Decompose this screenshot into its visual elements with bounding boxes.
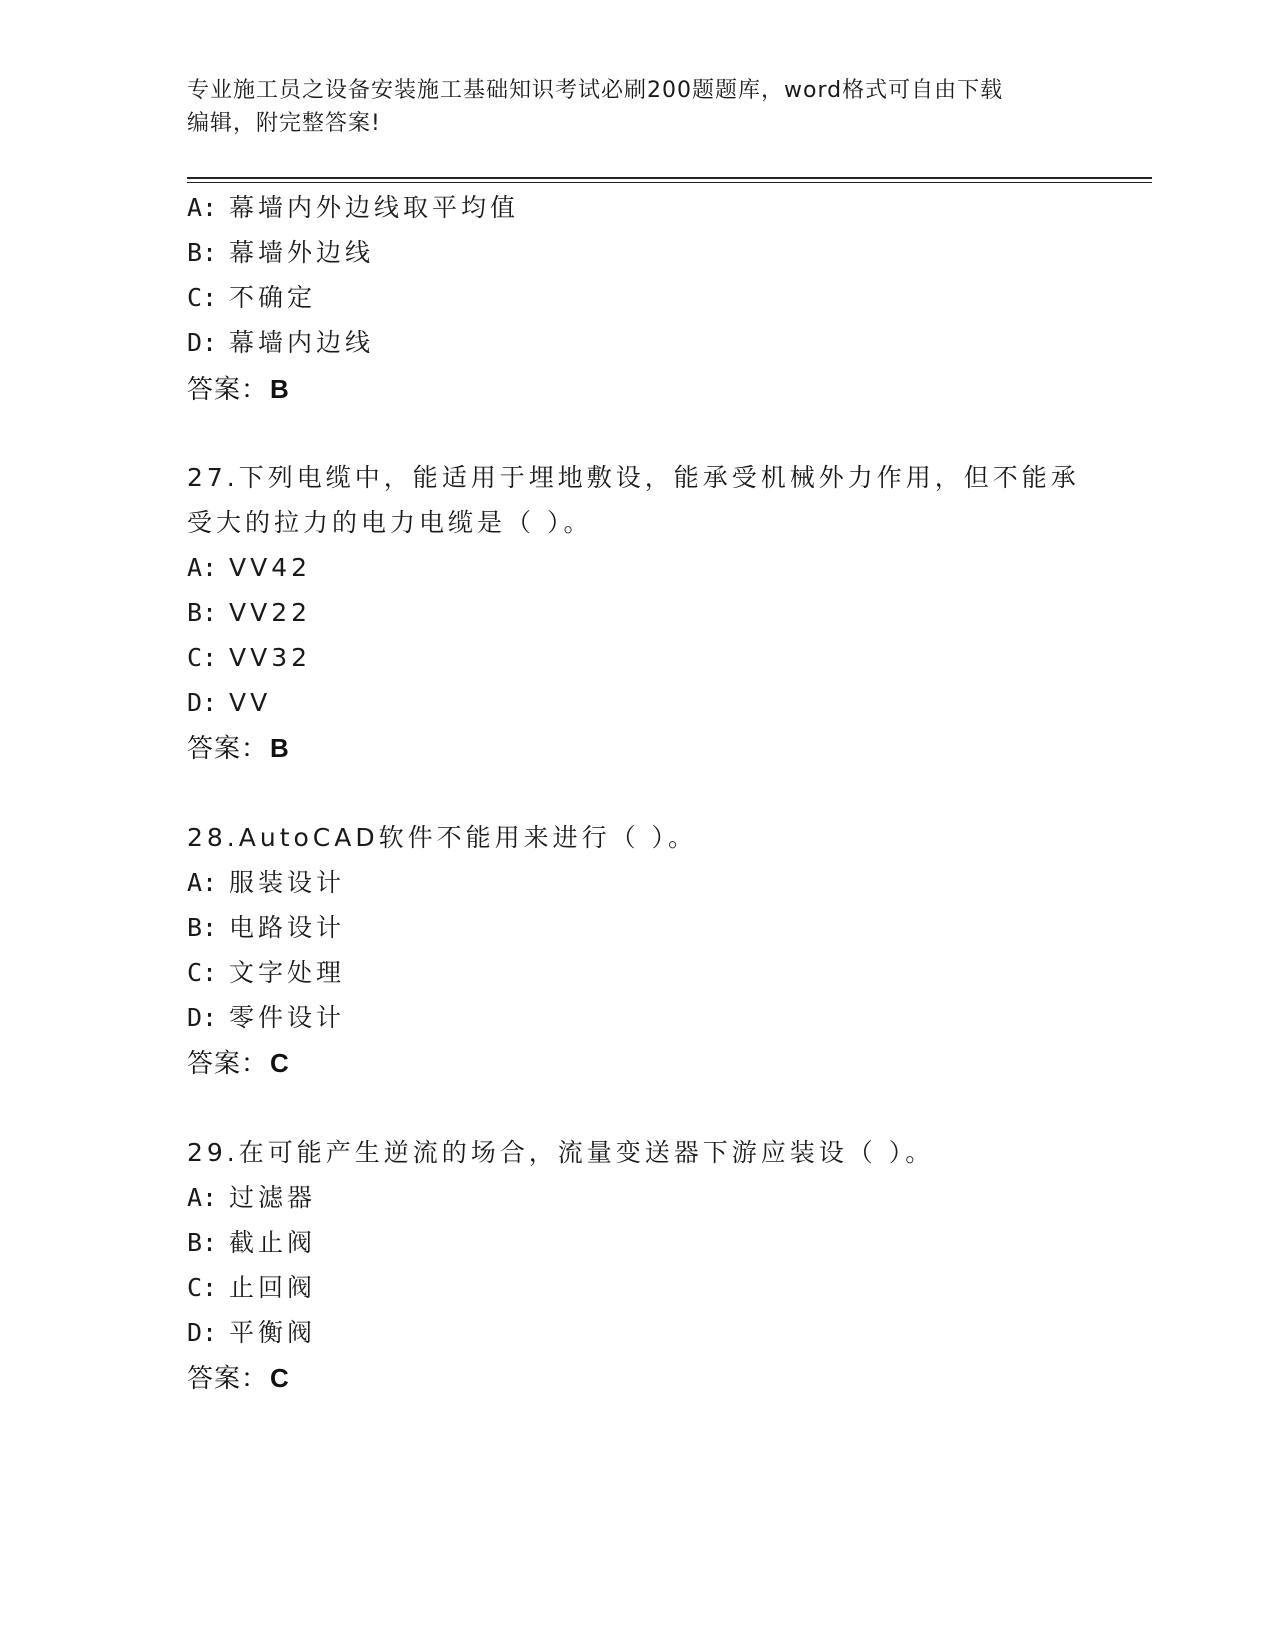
q28-question-line-1: 28.AutoCAD软件不能用来进行（ ）。 — [187, 823, 698, 852]
q27-option-c — [187, 643, 311, 673]
q28-option-c — [187, 958, 345, 988]
q29-option-c — [187, 1273, 316, 1303]
option-letter: A: — [187, 193, 218, 222]
q27-question-line-1: 27.下列电缆中，能适用于埋地敷设，能承受机械外力作用，但不能承 — [187, 463, 1080, 492]
q29-option-b — [187, 1228, 316, 1258]
q26-option-c — [187, 283, 316, 313]
option-text: 电路设计 — [229, 913, 346, 942]
option-text: VV32 — [229, 643, 312, 672]
option-text: 过滤器 — [229, 1183, 317, 1212]
option-text: 不确定 — [229, 283, 317, 312]
q27-option-a — [187, 553, 311, 583]
answer-label: 答案： — [187, 1049, 269, 1079]
option-letter: D: — [187, 1318, 218, 1347]
q27-option-b — [187, 598, 311, 628]
option-text: 截止阀 — [229, 1228, 317, 1257]
q26-option-b — [187, 238, 374, 268]
option-letter: D: — [187, 1003, 218, 1032]
q26-answer — [187, 374, 290, 405]
option-letter: B: — [187, 598, 218, 627]
header-divider-thin — [187, 182, 1152, 183]
option-text: VV — [229, 688, 272, 717]
answer-label: 答案： — [187, 734, 269, 764]
answer-label: 答案： — [187, 1364, 269, 1394]
option-letter: A: — [187, 868, 218, 897]
q28-option-d — [187, 1003, 345, 1033]
header-divider-thick — [187, 177, 1152, 179]
q26-option-d — [187, 328, 374, 358]
option-text: 止回阀 — [229, 1273, 317, 1302]
q28-option-b — [187, 913, 345, 943]
option-text: 文字处理 — [229, 958, 346, 987]
option-text: 零件设计 — [229, 1003, 346, 1032]
q27-option-d — [187, 688, 271, 718]
answer-value: C — [270, 1048, 290, 1078]
q29-question-line-1: 29.在可能产生逆流的场合，流量变送器下游应装设（ ）。 — [187, 1138, 935, 1167]
option-letter: D: — [187, 688, 218, 717]
option-text: 平衡阀 — [229, 1318, 317, 1347]
q26-option-a — [187, 193, 519, 223]
q29-answer — [187, 1363, 290, 1394]
q28-option-a — [187, 868, 345, 898]
option-text: 幕墙外边线 — [229, 238, 375, 267]
option-text: 幕墙内外边线取平均值 — [229, 193, 520, 222]
answer-value: C — [270, 1363, 290, 1393]
option-letter: B: — [187, 913, 218, 942]
header-line-1: 专业施工员之设备安装施工基础知识考试必刷200题题库，word格式可自由下载 — [187, 78, 1004, 103]
option-letter: C: — [187, 958, 218, 987]
option-text: 幕墙内边线 — [229, 328, 375, 357]
option-letter: C: — [187, 283, 218, 312]
option-letter: A: — [187, 553, 218, 582]
q29-option-a — [187, 1183, 316, 1213]
option-text: VV42 — [229, 553, 312, 582]
answer-label: 答案： — [187, 375, 269, 405]
option-letter: C: — [187, 1273, 218, 1302]
option-letter: C: — [187, 643, 218, 672]
document-header — [187, 74, 1087, 140]
q27-question-line-2: 受大的拉力的电力电缆是（ ）。 — [187, 508, 593, 537]
q29-option-d — [187, 1318, 316, 1348]
option-letter: B: — [187, 238, 218, 267]
option-letter: A: — [187, 1183, 218, 1212]
answer-value: B — [270, 374, 290, 404]
option-letter: B: — [187, 1228, 218, 1257]
option-text: 服装设计 — [229, 868, 346, 897]
header-line-2: 编辑，附完整答案! — [187, 111, 381, 136]
answer-value: B — [270, 733, 290, 763]
q27-answer — [187, 733, 290, 764]
option-letter: D: — [187, 328, 218, 357]
q28-answer — [187, 1048, 290, 1079]
option-text: VV22 — [229, 598, 312, 627]
